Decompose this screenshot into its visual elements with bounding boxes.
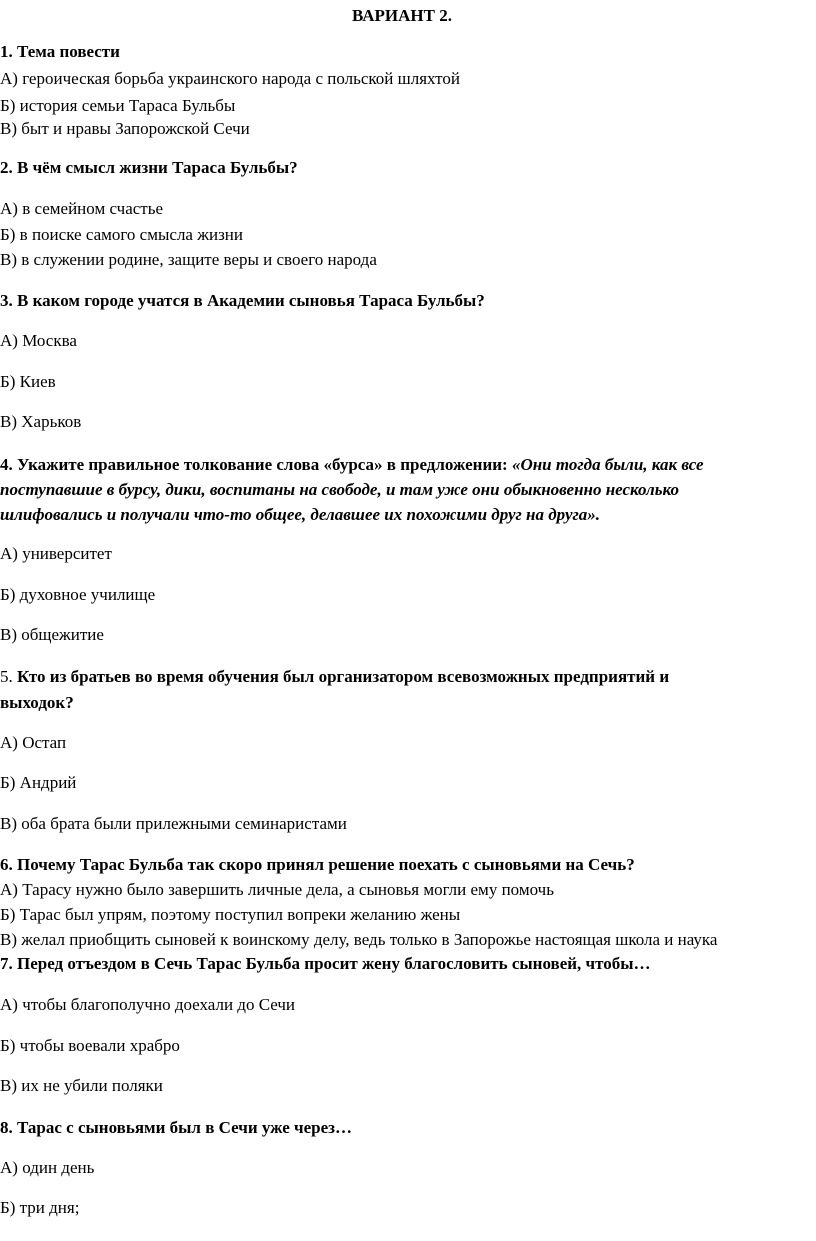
- question-5-number: 5.: [0, 667, 13, 686]
- answer-2a: А) в семейном счастье: [0, 199, 164, 218]
- answer-8b: Б) три дня;: [0, 1198, 80, 1217]
- page-title: ВАРИАНТ 2.: [352, 6, 452, 25]
- answer-6b: Б) Тарас был упрям, поэтому поступил вопреки желанию жены: [0, 905, 461, 924]
- question-5-text: Кто из братьев во время обучения был организатором всевозможных предприятий и: [12, 667, 670, 686]
- answer-3b: Б) Киев: [0, 372, 56, 391]
- answer-8a: А) один день: [0, 1158, 95, 1177]
- question-5: [0, 667, 669, 687]
- question-4: [0, 455, 704, 475]
- answer-1b: Б) история семьи Тараса Бульбы: [0, 96, 236, 115]
- question-4-quote-start: «Они тогда были, как все: [511, 455, 704, 474]
- answer-2b: Б) в поиске самого смысла жизни: [0, 225, 243, 244]
- question-6: 6. Почему Тарас Бульба так скоро принял решение поехать с сыновьями на Сечь?: [0, 855, 635, 874]
- answer-7c: В) их не убили поляки: [0, 1076, 163, 1095]
- answer-1a: А) героическая борьба украинского народа с польской шляхтой: [0, 69, 460, 88]
- answer-5b: Б) Андрий: [0, 773, 77, 792]
- answer-1c: В) быт и нравы Запорожской Сечи: [0, 119, 250, 138]
- question-2: 2. В чём смысл жизни Тараса Бульбы?: [0, 158, 298, 177]
- answer-4a: А) университет: [0, 544, 112, 563]
- answer-7b: Б) чтобы воевали храбро: [0, 1036, 180, 1055]
- answer-5c: В) оба брата были прилежными семинаристами: [0, 814, 347, 833]
- answer-2c: В) в служении родине, защите веры и своего народа: [0, 250, 377, 269]
- question-5-line2: выходок?: [0, 693, 74, 712]
- answer-4c: В) общежитие: [0, 625, 104, 644]
- answer-6c: В) желал приобщить сыновей к воинскому делу, ведь только в Запорожье настоящая школа и наука: [0, 930, 718, 949]
- question-4-text: 4. Укажите правильное толкование слова «бурса» в предложении:: [0, 455, 512, 474]
- question-3: 3. В каком городе учатся в Академии сыновья Тараса Бульбы?: [0, 291, 485, 310]
- answer-3c: В) Харьков: [0, 412, 82, 431]
- answer-7a: А) чтобы благополучно доехали до Сечи: [0, 995, 296, 1014]
- answer-4b: Б) духовное училище: [0, 585, 156, 604]
- answer-5a: А) Остап: [0, 733, 67, 752]
- answer-3a: А) Москва: [0, 331, 77, 350]
- question-7: 7. Перед отъездом в Сечь Тарас Бульба просит жену благословить сыновей, чтобы…: [0, 954, 651, 973]
- question-1: 1. Тема повести: [0, 42, 120, 61]
- question-8: 8. Тарас с сыновьями был в Сечи уже через…: [0, 1118, 353, 1137]
- question-4-quote-line2: поступавшие в бурсу, дики, воспитаны на свободе, и там уже они обыкновенно несколько: [0, 480, 680, 499]
- answer-6a: А) Тарасу нужно было завершить личные дела, а сыновья могли ему помочь: [0, 880, 554, 899]
- question-4-quote-line3: шлифовались и получали что-то общее, делавшее их похожими друг на друга».: [0, 505, 601, 524]
